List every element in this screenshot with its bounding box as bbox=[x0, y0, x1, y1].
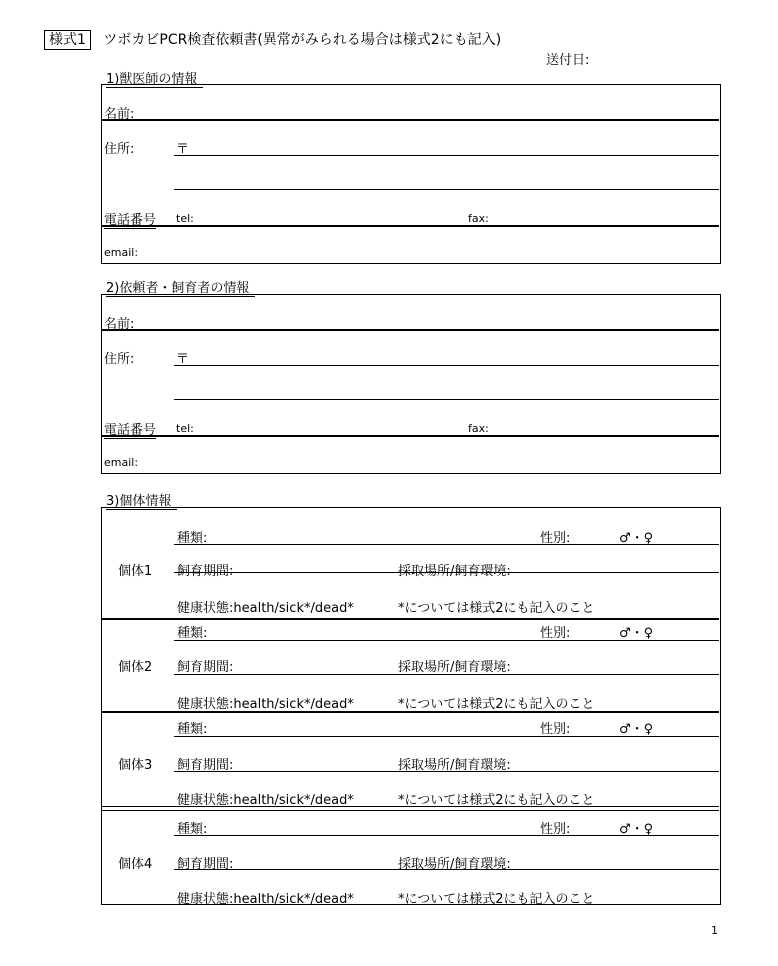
health-status-label: 健康状態:health/sick*/dead* bbox=[177, 793, 354, 808]
species-label: 種類: bbox=[177, 822, 208, 837]
individual-4-label: 個体4 bbox=[118, 857, 153, 872]
sampling-place-label: 採取場所/飼育環境: bbox=[398, 758, 511, 773]
vet-tel-label: tel: bbox=[176, 212, 194, 225]
divider bbox=[102, 810, 719, 811]
individuals-box bbox=[101, 507, 721, 905]
sex-label: 性別: bbox=[540, 822, 571, 837]
divider bbox=[174, 189, 719, 190]
divider bbox=[174, 399, 719, 400]
species-label: 種類: bbox=[177, 626, 208, 641]
health-note: *については様式2にも記入のこと bbox=[398, 793, 595, 808]
divider bbox=[102, 435, 719, 437]
rearing-period-label: 飼育期間: bbox=[177, 758, 234, 773]
owner-phone-label: 電話番号 bbox=[104, 419, 156, 439]
sex-label: 性別: bbox=[540, 722, 571, 737]
sampling-place-label: 採取場所/飼育環境: bbox=[398, 564, 511, 579]
health-status-label: 健康状態:health/sick*/dead* bbox=[177, 601, 354, 616]
owner-name-label: 名前: bbox=[104, 317, 135, 332]
health-note: *については様式2にも記入のこと bbox=[398, 601, 595, 616]
page-number: 1 bbox=[711, 924, 718, 937]
sex-symbols: ♂・♀ bbox=[619, 531, 654, 546]
rearing-period-label: 飼育期間: bbox=[177, 857, 234, 872]
sex-label: 性別: bbox=[540, 626, 571, 641]
divider bbox=[102, 225, 719, 227]
vet-phone-label: 電話番号 bbox=[104, 209, 156, 229]
divider bbox=[102, 618, 719, 620]
divider bbox=[102, 329, 719, 331]
vet-name-label: 名前: bbox=[104, 107, 135, 122]
owner-tel-label: tel: bbox=[176, 422, 194, 435]
divider bbox=[102, 119, 719, 121]
sex-symbols: ♂・♀ bbox=[619, 722, 654, 737]
individual-2-label: 個体2 bbox=[118, 660, 153, 675]
rearing-period-label: 飼育期間: bbox=[177, 660, 234, 675]
individuals-section-heading: 3)個体情報 bbox=[106, 490, 177, 509]
vet-address-label: 住所: bbox=[104, 142, 135, 157]
owner-postal-mark: 〒 bbox=[176, 352, 190, 367]
form-number-tag: 様式1 bbox=[44, 30, 91, 50]
sex-symbols: ♂・♀ bbox=[619, 822, 654, 837]
owner-address-label: 住所: bbox=[104, 352, 135, 367]
divider bbox=[174, 155, 719, 156]
individual-3-label: 個体3 bbox=[118, 758, 153, 773]
sampling-place-label: 採取場所/飼育環境: bbox=[398, 857, 511, 872]
vet-section-heading: 1)獣医師の情報 bbox=[106, 68, 203, 87]
owner-fax-label: fax: bbox=[468, 422, 489, 435]
sex-label: 性別: bbox=[540, 531, 571, 546]
owner-info-box bbox=[101, 294, 721, 474]
owner-section-heading: 2)依頼者・飼育者の情報 bbox=[106, 277, 255, 296]
form-title-row bbox=[44, 29, 501, 50]
vet-fax-label: fax: bbox=[468, 212, 489, 225]
species-label: 種類: bbox=[177, 722, 208, 737]
sex-symbols: ♂・♀ bbox=[619, 626, 654, 641]
divider bbox=[174, 365, 719, 366]
rearing-period-label: 飼育期間: bbox=[177, 564, 234, 579]
form-title: ツボカビPCR検査依頼書(異常がみられる場合は様式2にも記入) bbox=[103, 32, 502, 48]
health-note: *については様式2にも記入のこと bbox=[398, 697, 595, 712]
health-status-label: 健康状態:health/sick*/dead* bbox=[177, 697, 354, 712]
send-date-label: 送付日: bbox=[546, 53, 590, 68]
species-label: 種類: bbox=[177, 531, 208, 546]
owner-email-label: email: bbox=[104, 456, 139, 469]
vet-info-box bbox=[101, 84, 721, 264]
health-status-label: 健康状態:health/sick*/dead* bbox=[177, 892, 354, 907]
vet-email-label: email: bbox=[104, 246, 139, 259]
health-note: *については様式2にも記入のこと bbox=[398, 892, 595, 907]
sampling-place-label: 採取場所/飼育環境: bbox=[398, 660, 511, 675]
vet-postal-mark: 〒 bbox=[176, 142, 190, 157]
individual-1-label: 個体1 bbox=[118, 564, 153, 579]
